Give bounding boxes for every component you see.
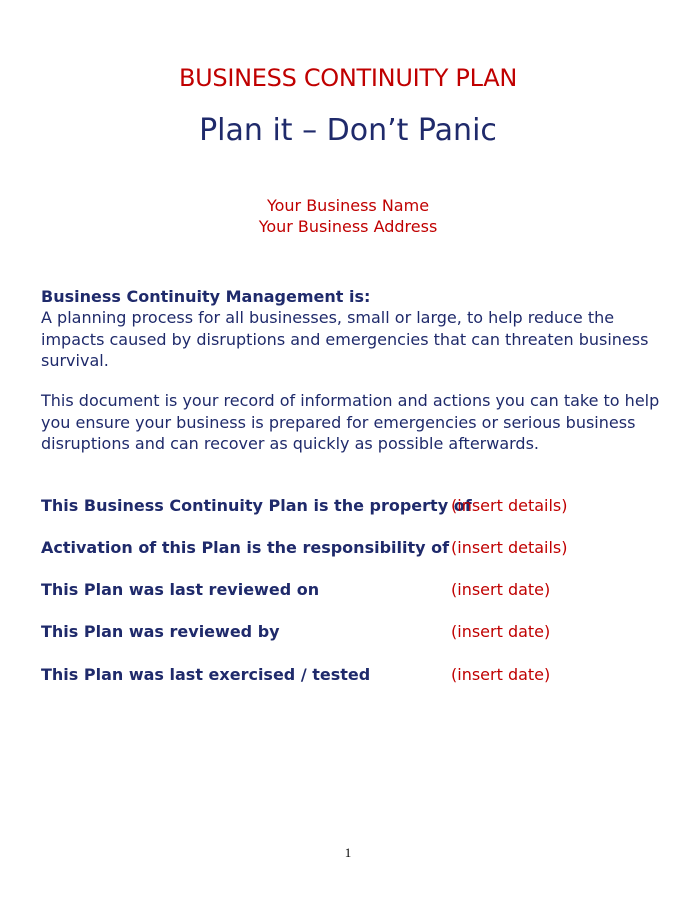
document-subtitle: Plan it – Don’t Panic: [199, 113, 497, 148]
detail-label: This Business Continuity Plan is the property of: [41, 496, 472, 515]
document-purpose-paragraph: This document is your record of information and actions you can take to help you ensure your business is prepared for emergencies or serious business disruptions and can recover as quickly as possible afterwards.: [41, 391, 660, 453]
detail-label: This Plan was last exercised / tested: [41, 665, 371, 684]
detail-value: (insert date): [451, 580, 551, 599]
detail-row-last-exercised: [41, 663, 661, 687]
business-name: Your Business Name: [266, 196, 430, 215]
business-address: Your Business Address: [258, 217, 438, 236]
page-number: 1: [344, 845, 352, 860]
detail-row-activation-responsibility: [41, 536, 661, 560]
detail-value: (insert details): [451, 496, 568, 515]
document-title: BUSINESS CONTINUITY PLAN: [178, 64, 517, 92]
detail-value: (insert details): [451, 538, 568, 557]
detail-value: (insert date): [451, 622, 551, 641]
detail-label: This Plan was reviewed by: [41, 622, 280, 641]
detail-row-reviewed-by: [41, 620, 661, 644]
detail-row-last-reviewed-on: [41, 578, 661, 602]
detail-label: Activation of this Plan is the responsibility of: [41, 538, 450, 557]
bcm-heading: Business Continuity Management is:: [41, 287, 371, 306]
bcm-description: A planning process for all businesses, small or large, to help reduce the impacts caused by disruptions and emergencies that can threaten business survival.: [41, 308, 649, 370]
detail-row-property-of: [41, 494, 661, 518]
detail-value: (insert date): [451, 665, 551, 684]
detail-label: This Plan was last reviewed on: [41, 580, 320, 599]
